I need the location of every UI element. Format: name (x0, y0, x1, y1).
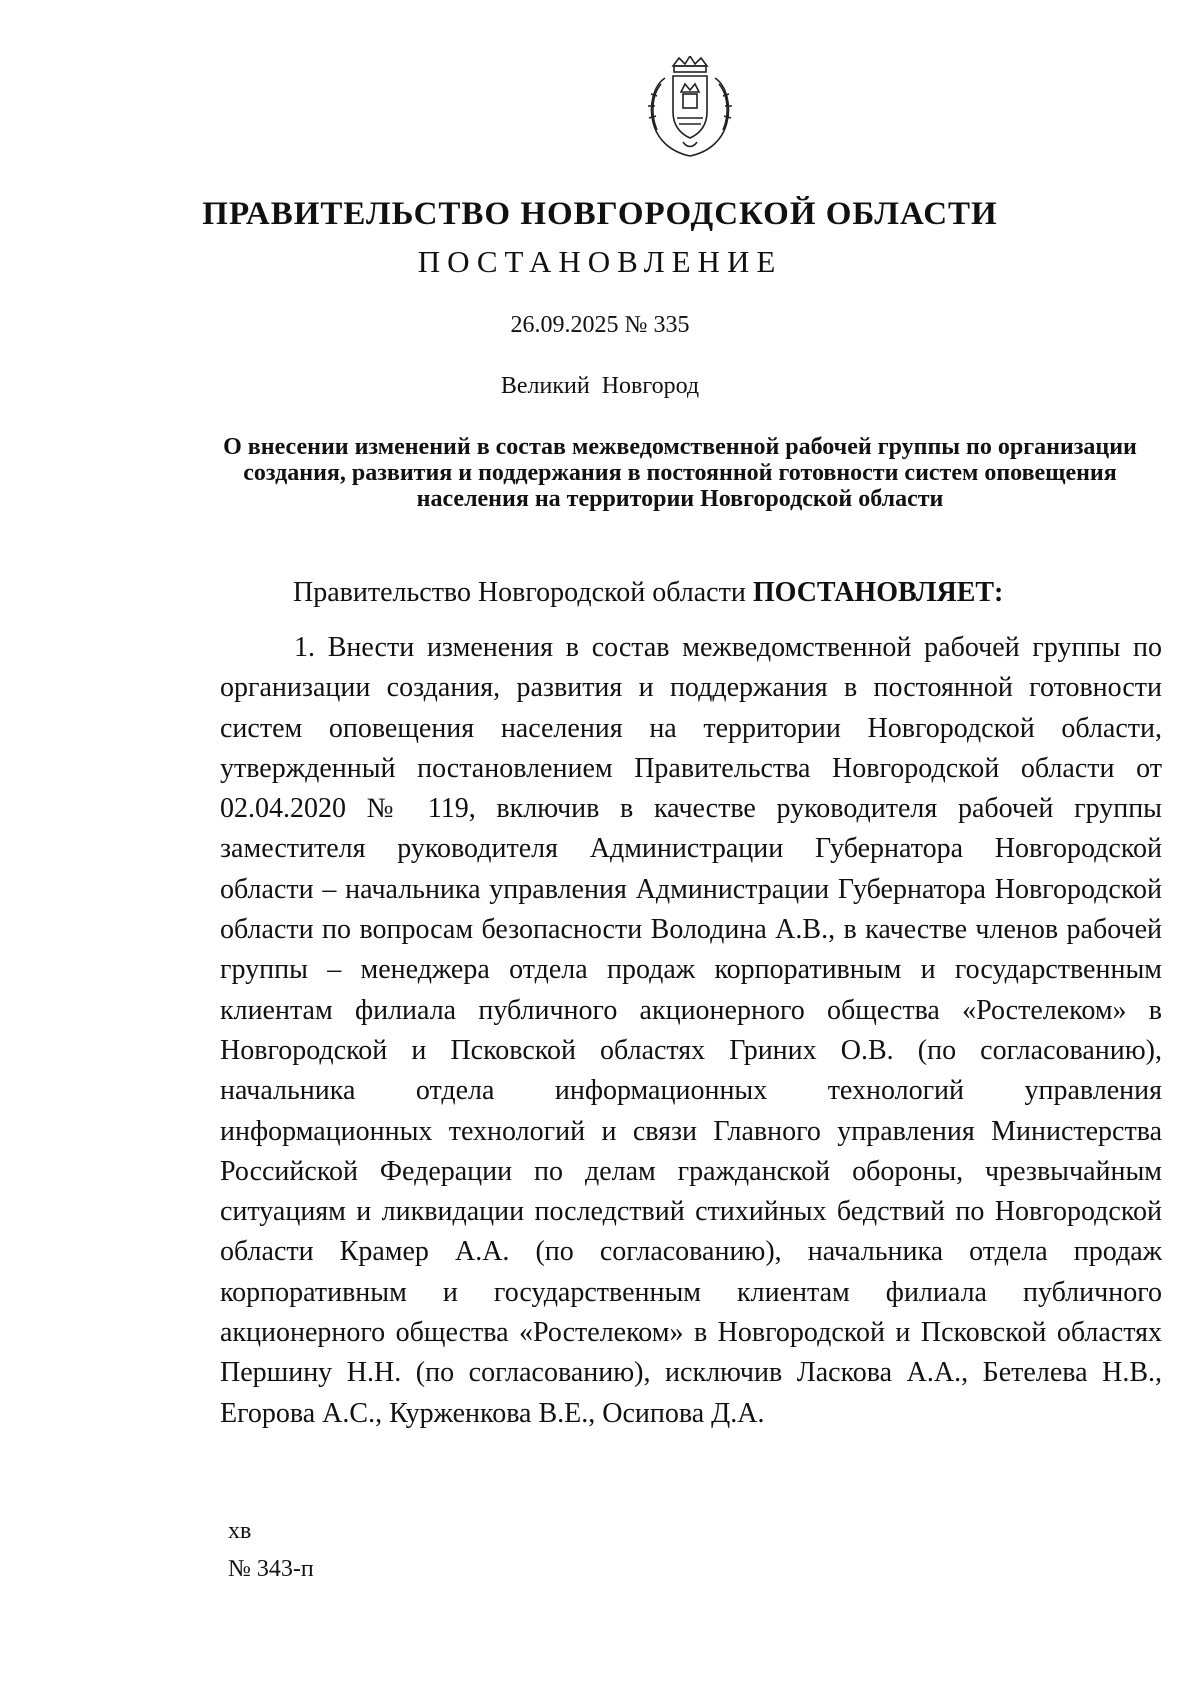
decree-line (293, 577, 1003, 609)
footer-code: хв (228, 1518, 252, 1544)
decree-intro: Правительство Новгородской области (293, 577, 746, 608)
document-type: ПОСТАНОВЛЕНИЕ (417, 244, 783, 279)
paragraph-1: 1. Внести изменения в состав межведомственной рабочей группы по организации создания, развития и поддержания в постоянной готовности систем оповещения населения на территории Новгородской области, утвержденный постановлением Правительства Новгородской области от 02.04.2020 № 119, включив в качестве руководителя рабочей группы заместителя руководителя Администрации Губернатора Новгородской области – начальника управления Администрации Губернатора Новгородской области по вопросам безопасности Володина А.В., в качестве членов рабочей группы – менеджера отдела продаж корпоративным и государственным клиентам филиала публичного акционерного общества «Ростелеком» в Новгородской и Псковской областях Гриних О.В. (по согласованию), начальника отдела информационных технологий управления информационных технологий и связи Главного управления Министерства Российской Федерации по делам гражданской обороны, чрезвычайным ситуациям и ликвидации последствий стихийных бедствий по Новгородской области Крамер А.А. (по согласованию), начальника отдела продаж корпоративным и государственным клиентам филиала публичного акционерного общества «Ростелеком» в Новгородской и Псковской областях Першину Н.Н. (по согласованию), исключив Ласкова А.А., Бетелева Н.В., Егорова А.С., Курженкова В.Е., Осипова Д.А. (220, 632, 1162, 1429)
decree-word: ПОСТАНОВЛЯЕТ: (752, 577, 1004, 608)
document-place: Великий Новгород (500, 373, 700, 399)
government-title: ПРАВИТЕЛЬСТВО НОВГОРОДСКОЙ ОБЛАСТИ (202, 196, 998, 232)
footer-number: № 343-п (228, 1556, 314, 1582)
document-subject: О внесении изменений в состав межведомственной рабочей группы по организации создания, развития и поддержания в постоянной готовности систем оповещения населения на территории Новгородской области (223, 434, 1137, 512)
document-footer (228, 1512, 314, 1588)
document-date-number: 26.09.2025 № 335 (510, 312, 690, 338)
novgorod-coat-of-arms-icon (643, 56, 737, 162)
